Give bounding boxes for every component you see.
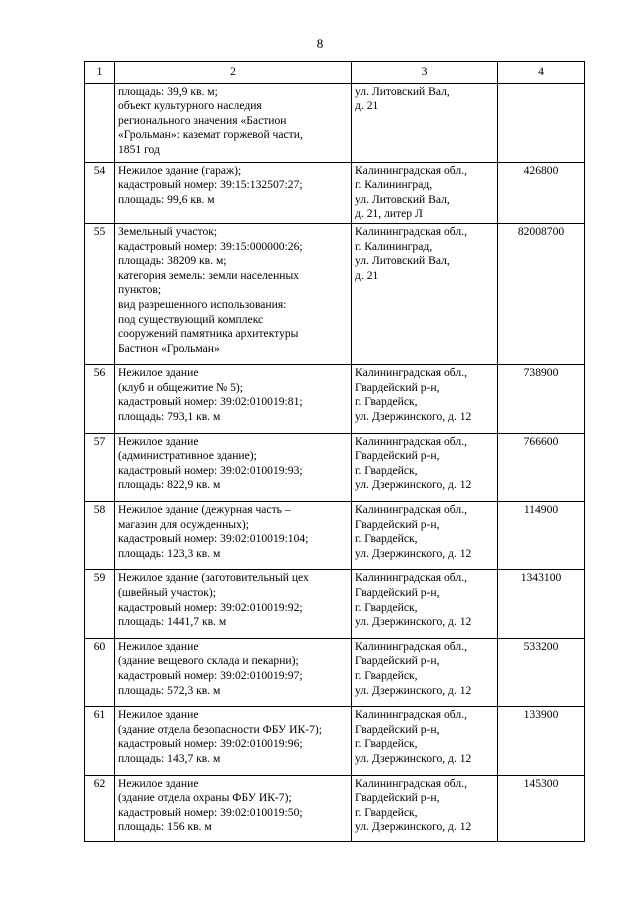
- address-line: д. 21: [355, 99, 379, 113]
- row-description: [115, 707, 352, 775]
- row-number: 60: [85, 638, 115, 706]
- row-address: [352, 223, 498, 364]
- address-line: Калининградская обл.,: [355, 366, 467, 380]
- description-line: пунктов;: [118, 283, 162, 297]
- address-line: г. Гвардейск,: [355, 805, 418, 819]
- row-description: [115, 223, 352, 364]
- address-line: Калининградская обл.,: [355, 224, 467, 238]
- row-description: [115, 433, 352, 501]
- address-line: д. 21, литер Л: [355, 207, 423, 221]
- row-number: 55: [85, 223, 115, 364]
- description-line: 1851 год: [118, 142, 160, 156]
- address-line: ул. Дзержинского, д. 12: [355, 820, 472, 834]
- description-line: площадь: 39,9 кв. м;: [118, 84, 218, 98]
- description-line: кадастровый номер: 39:02:010019:104;: [118, 532, 309, 546]
- row-value: 738900: [498, 365, 585, 433]
- description-line: сооружений памятника архитектуры: [118, 327, 299, 341]
- description-line: Нежилое здание: [118, 776, 199, 790]
- table-row: [85, 638, 585, 706]
- description-line: площадь: 572,3 кв. м: [118, 683, 221, 697]
- row-address: [352, 365, 498, 433]
- table-row: [85, 83, 585, 162]
- row-description: [115, 775, 352, 841]
- address-line: г. Гвардейск,: [355, 668, 418, 682]
- row-value: 82008700: [498, 223, 585, 364]
- address-line: Калининградская обл.,: [355, 639, 467, 653]
- address-line: г. Гвардейск,: [355, 395, 418, 409]
- description-line: Нежилое здание (гараж);: [118, 163, 242, 177]
- header-cell-2: 2: [115, 62, 352, 84]
- description-line: кадастровый номер: 39:02:010019:93;: [118, 463, 303, 477]
- page-number: 8: [316, 36, 324, 51]
- description-line: Бастион «Грольман»: [118, 341, 220, 355]
- description-line: Нежилое здание: [118, 639, 199, 653]
- address-line: д. 21: [355, 268, 379, 282]
- address-line: Гвардейский р-н,: [355, 722, 440, 736]
- address-line: ул. Дзержинского, д. 12: [355, 410, 472, 424]
- table-row: [85, 707, 585, 775]
- description-line: площадь: 99,6 кв. м: [118, 192, 215, 206]
- address-line: Гвардейский р-н,: [355, 380, 440, 394]
- description-line: регионального значения «Бастион: [118, 113, 287, 127]
- address-line: г. Калининград,: [355, 239, 433, 253]
- row-address: [352, 775, 498, 841]
- description-line: категория земель: земли населенных: [118, 268, 300, 282]
- description-line: кадастровый номер: 39:15:132507:27;: [118, 178, 303, 192]
- row-value: [498, 83, 585, 162]
- description-line: кадастровый номер: 39:15:000000:26;: [118, 239, 303, 253]
- row-number: 58: [85, 502, 115, 570]
- address-line: Калининградская обл.,: [355, 708, 467, 722]
- table-row: [85, 223, 585, 364]
- row-description: [115, 502, 352, 570]
- description-line: (швейный участок);: [118, 586, 216, 599]
- address-line: ул. Дзержинского, д. 12: [355, 683, 472, 697]
- row-value: 145300: [498, 775, 585, 841]
- row-value: 1343100: [498, 570, 585, 638]
- row-address: [352, 433, 498, 501]
- description-line: Земельный участок;: [118, 224, 218, 238]
- row-description: [115, 570, 352, 638]
- description-line: Нежилое здание (дежурная часть –: [118, 503, 291, 517]
- description-line: площадь: 1441,7 кв. м: [118, 615, 227, 629]
- header-cell-3: 3: [352, 62, 498, 84]
- row-address: [352, 707, 498, 775]
- description-line: объект культурного наследия: [118, 99, 262, 113]
- row-value: 133900: [498, 707, 585, 775]
- address-line: г. Калининград,: [355, 178, 433, 192]
- description-line: кадастровый номер: 39:02:010019:92;: [118, 600, 303, 614]
- address-line: Гвардейский р-н,: [355, 586, 440, 599]
- row-value: 533200: [498, 638, 585, 706]
- address-line: г. Гвардейск,: [355, 532, 418, 546]
- address-line: ул. Дзержинского, д. 12: [355, 478, 472, 492]
- description-line: площадь: 822,9 кв. м: [118, 478, 221, 492]
- row-value: 426800: [498, 162, 585, 223]
- description-line: площадь: 38209 кв. м;: [118, 254, 227, 268]
- description-line: кадастровый номер: 39:02:010019:50;: [118, 805, 303, 819]
- address-line: ул. Литовский Вал,: [355, 192, 450, 206]
- description-line: вид разрешенного использования:: [118, 297, 287, 311]
- description-line: (клуб и общежитие № 5);: [118, 380, 243, 394]
- row-address: [352, 570, 498, 638]
- row-number: 54: [85, 162, 115, 223]
- address-line: г. Гвардейск,: [355, 737, 418, 751]
- table-row: [85, 433, 585, 501]
- description-line: (здание отдела безопасности ФБУ ИК-7);: [118, 722, 322, 736]
- header-cell-4: 4: [498, 62, 585, 84]
- header-cell-1: 1: [85, 62, 115, 84]
- row-number: 61: [85, 707, 115, 775]
- address-line: ул. Дзержинского, д. 12: [355, 615, 472, 629]
- table-row: [85, 365, 585, 433]
- row-description: [115, 638, 352, 706]
- address-line: ул. Литовский Вал,: [355, 254, 450, 268]
- description-line: Нежилое здание: [118, 434, 199, 448]
- address-line: Калининградская обл.,: [355, 776, 467, 790]
- description-line: под существующий комплекс: [118, 312, 264, 326]
- description-line: «Грольман»: каземат горжевой части,: [118, 128, 303, 142]
- description-line: кадастровый номер: 39:02:010019:81;: [118, 395, 303, 409]
- address-line: ул. Литовский Вал,: [355, 84, 450, 98]
- row-value: 114900: [498, 502, 585, 570]
- address-line: Гвардейский р-н,: [355, 449, 440, 463]
- description-line: площадь: 793,1 кв. м: [118, 410, 221, 424]
- address-line: Гвардейский р-н,: [355, 654, 440, 668]
- address-line: Калининградская обл.,: [355, 571, 467, 585]
- row-number: 59: [85, 570, 115, 638]
- description-line: (здание отдела охраны ФБУ ИК-7);: [118, 791, 292, 805]
- address-line: г. Гвардейск,: [355, 600, 418, 614]
- property-table: [84, 61, 585, 842]
- description-line: Нежилое здание (заготовительный цех: [118, 571, 309, 585]
- description-line: (здание вещевого склада и пекарни);: [118, 654, 299, 668]
- address-line: ул. Дзержинского, д. 12: [355, 546, 472, 560]
- description-line: магазин для осужденных);: [118, 517, 249, 531]
- description-line: площадь: 156 кв. м: [118, 820, 212, 834]
- address-line: Калининградская обл.,: [355, 163, 467, 177]
- address-line: Гвардейский р-н,: [355, 791, 440, 805]
- header-row: [85, 62, 585, 84]
- row-address: [352, 162, 498, 223]
- description-line: кадастровый номер: 39:02:010019:97;: [118, 668, 303, 682]
- description-line: (административное здание);: [118, 449, 257, 463]
- row-description: [115, 365, 352, 433]
- table-row: [85, 162, 585, 223]
- table-body: [85, 83, 585, 841]
- description-line: площадь: 143,7 кв. м: [118, 751, 221, 765]
- address-line: г. Гвардейск,: [355, 463, 418, 477]
- row-number: 62: [85, 775, 115, 841]
- address-line: Гвардейский р-н,: [355, 517, 440, 531]
- description-line: площадь: 123,3 кв. м: [118, 546, 221, 560]
- description-line: Нежилое здание: [118, 366, 199, 380]
- row-value: 766600: [498, 433, 585, 501]
- row-description: [115, 162, 352, 223]
- address-line: Калининградская обл.,: [355, 503, 467, 517]
- row-address: [352, 502, 498, 570]
- description-line: кадастровый номер: 39:02:010019:96;: [118, 737, 303, 751]
- address-line: Калининградская обл.,: [355, 434, 467, 448]
- table-row: [85, 570, 585, 638]
- row-description: [115, 83, 352, 162]
- row-number: [85, 83, 115, 162]
- row-number: 56: [85, 365, 115, 433]
- table-row: [85, 502, 585, 570]
- row-number: 57: [85, 433, 115, 501]
- table-row: [85, 775, 585, 841]
- row-address: [352, 83, 498, 162]
- address-line: ул. Дзержинского, д. 12: [355, 751, 472, 765]
- row-address: [352, 638, 498, 706]
- description-line: Нежилое здание: [118, 708, 199, 722]
